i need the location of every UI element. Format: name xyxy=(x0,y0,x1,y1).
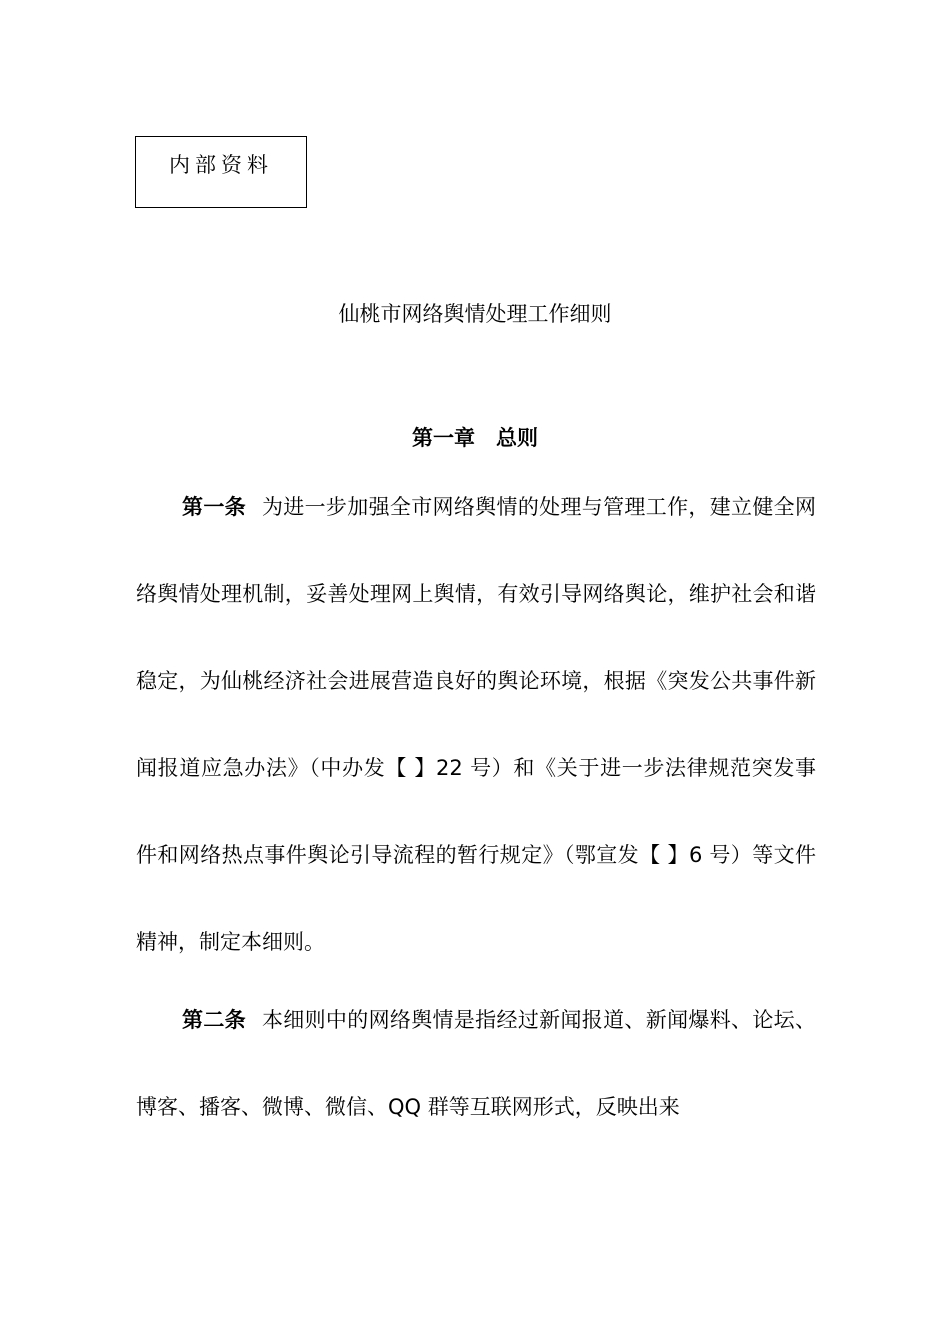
article-1-paragraph xyxy=(136,464,816,986)
article-1-text: 为进一步加强全市网络舆情的处理与管理工作，建立健全网络舆情处理机制，妥善处理网上舆情，有效引导网络舆论，维护社会和谐稳定，为仙桃经济社会进展营造良好的舆论环境，根据《突发公共事件新闻报道应急办法》（中办发【 】22 号）和《关于进一步法律规范突发事件和网络热点事件舆论引导流程的暂行规定》（鄂宣发【 】6 号）等文件精神，制定本细则。 xyxy=(136,495,817,954)
article-2-label: 第二条 xyxy=(182,1008,246,1032)
article-1 xyxy=(136,464,816,986)
article-2-text: 本细则中的网络舆情是指经过新闻报道、新闻爆料、论坛、博客、播客、微博、微信、QQ 群等互联网形式，反映出来 xyxy=(136,1008,817,1119)
document-title: 仙桃市网络舆情处理工作细则 xyxy=(338,302,612,326)
internal-material-stamp xyxy=(135,136,307,208)
article-2-paragraph xyxy=(136,977,816,1151)
stamp-label: 内部资料 xyxy=(169,153,273,177)
article-1-label: 第一条 xyxy=(182,495,246,519)
article-2 xyxy=(136,977,816,1151)
chapter-heading: 第一章 总则 xyxy=(412,426,538,450)
